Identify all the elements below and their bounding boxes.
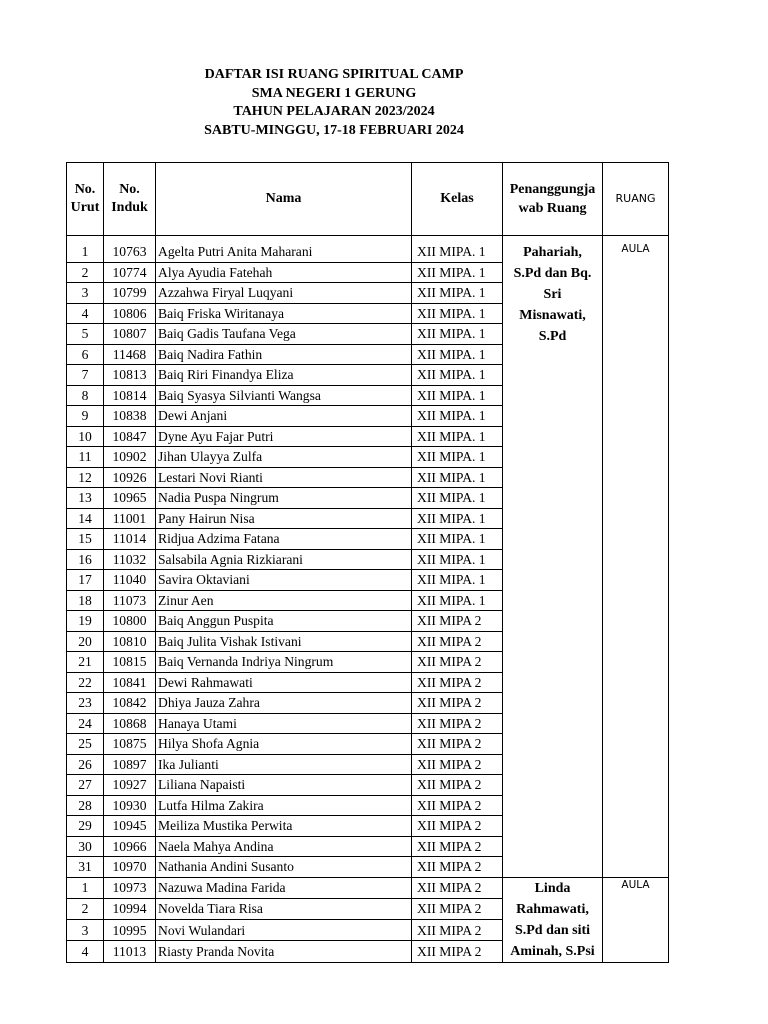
no-urut-cell: 5: [67, 324, 104, 345]
kelas-cell: XII MIPA 2: [412, 857, 503, 878]
no-induk-cell: 10813: [104, 365, 156, 386]
nama-cell: Alya Ayudia Fatehah: [156, 262, 412, 283]
no-urut-cell: 31: [67, 857, 104, 878]
no-urut-cell: 21: [67, 652, 104, 673]
kelas-cell: XII MIPA. 1: [412, 344, 503, 365]
no-induk-cell: 10841: [104, 672, 156, 693]
no-induk-cell: 11032: [104, 549, 156, 570]
nama-cell: Baiq Nadira Fathin: [156, 344, 412, 365]
no-induk-cell: 10774: [104, 262, 156, 283]
penanggung-jawab-cell: [503, 242, 603, 877]
no-induk-cell: 11073: [104, 590, 156, 611]
no-urut-cell: 7: [67, 365, 104, 386]
table-row: [67, 877, 669, 898]
no-urut-cell: 13: [67, 488, 104, 509]
no-urut-cell: 27: [67, 775, 104, 796]
no-urut-cell: 30: [67, 836, 104, 857]
no-induk-cell: 10842: [104, 693, 156, 714]
nama-cell: Lutfa Hilma Zakira: [156, 795, 412, 816]
no-induk-cell: 10927: [104, 775, 156, 796]
no-induk-cell: 10799: [104, 283, 156, 304]
penanggung-jawab-line: S.Pd dan Bq.: [513, 266, 592, 281]
penanggung-jawab-line: S.Pd: [538, 329, 567, 344]
no-induk-cell: 10970: [104, 857, 156, 878]
no-induk-cell: 10965: [104, 488, 156, 509]
no-induk-cell: 11468: [104, 344, 156, 365]
header-penanggung-jawab: Penanggungja wab Ruang: [503, 163, 603, 236]
no-induk-cell: 10902: [104, 447, 156, 468]
no-induk-cell: 10814: [104, 385, 156, 406]
nama-cell: Agelta Putri Anita Maharani: [156, 242, 412, 262]
nama-cell: Baiq Friska Wiritanaya: [156, 303, 412, 324]
nama-cell: Pany Hairun Nisa: [156, 508, 412, 529]
no-urut-cell: 2: [67, 898, 104, 919]
no-urut-cell: 1: [67, 877, 104, 898]
nama-cell: Dyne Ayu Fajar Putri: [156, 426, 412, 447]
nama-cell: Nathania Andini Susanto: [156, 857, 412, 878]
nama-cell: Riasty Pranda Novita: [156, 941, 412, 962]
no-urut-cell: 26: [67, 754, 104, 775]
no-induk-cell: 10995: [104, 920, 156, 941]
title-line-4: SABTU-MINGGU, 17-18 FEBRUARI 2024: [204, 122, 464, 138]
kelas-cell: XII MIPA 2: [412, 920, 503, 941]
nama-cell: Dhiya Jauza Zahra: [156, 693, 412, 714]
no-urut-cell: 19: [67, 611, 104, 632]
penanggung-jawab-line: Linda: [534, 880, 571, 896]
document-title: [0, 66, 668, 140]
no-induk-cell: 10897: [104, 754, 156, 775]
kelas-cell: XII MIPA. 1: [412, 529, 503, 550]
nama-cell: Jihan Ulayya Zulfa: [156, 447, 412, 468]
no-induk-cell: 10973: [104, 877, 156, 898]
kelas-cell: XII MIPA. 1: [412, 549, 503, 570]
no-induk-cell: 11014: [104, 529, 156, 550]
no-urut-cell: 10: [67, 426, 104, 447]
kelas-cell: XII MIPA. 1: [412, 303, 503, 324]
nama-cell: Baiq Julita Vishak Istivani: [156, 631, 412, 652]
header-ruang: RUANG: [603, 163, 669, 236]
kelas-cell: XII MIPA. 1: [412, 262, 503, 283]
ruang-cell: AULA: [603, 877, 669, 962]
header-kelas: Kelas: [412, 163, 503, 236]
no-induk-cell: 10875: [104, 734, 156, 755]
nama-cell: Dewi Anjani: [156, 406, 412, 427]
no-induk-cell: 10930: [104, 795, 156, 816]
no-urut-cell: 4: [67, 941, 104, 962]
header-nama: Nama: [156, 163, 412, 236]
kelas-cell: XII MIPA 2: [412, 775, 503, 796]
kelas-cell: XII MIPA. 1: [412, 283, 503, 304]
kelas-cell: XII MIPA. 1: [412, 426, 503, 447]
no-urut-cell: 15: [67, 529, 104, 550]
no-urut-cell: 3: [67, 283, 104, 304]
nama-cell: Ika Julianti: [156, 754, 412, 775]
kelas-cell: XII MIPA 2: [412, 631, 503, 652]
nama-cell: Novi Wulandari: [156, 920, 412, 941]
nama-cell: Baiq Gadis Taufana Vega: [156, 324, 412, 345]
kelas-cell: XII MIPA. 1: [412, 570, 503, 591]
no-urut-cell: 25: [67, 734, 104, 755]
ruang-cell: AULA: [603, 242, 669, 877]
nama-cell: Ridjua Adzima Fatana: [156, 529, 412, 550]
no-induk-cell: 10810: [104, 631, 156, 652]
kelas-cell: XII MIPA 2: [412, 652, 503, 673]
no-induk-cell: 10945: [104, 816, 156, 837]
nama-cell: Azzahwa Firyal Luqyani: [156, 283, 412, 304]
nama-cell: Savira Oktaviani: [156, 570, 412, 591]
no-urut-cell: 11: [67, 447, 104, 468]
nama-cell: Lestari Novi Rianti: [156, 467, 412, 488]
no-induk-cell: 10926: [104, 467, 156, 488]
no-induk-cell: 10807: [104, 324, 156, 345]
kelas-cell: XII MIPA. 1: [412, 488, 503, 509]
no-urut-cell: 17: [67, 570, 104, 591]
kelas-cell: XII MIPA 2: [412, 836, 503, 857]
no-urut-cell: 22: [67, 672, 104, 693]
roster-table: [66, 162, 669, 963]
no-urut-cell: 3: [67, 920, 104, 941]
no-induk-cell: 10847: [104, 426, 156, 447]
kelas-cell: XII MIPA. 1: [412, 324, 503, 345]
header-no-urut: No. Urut: [67, 163, 104, 236]
no-urut-cell: 1: [67, 242, 104, 262]
nama-cell: Salsabila Agnia Rizkiarani: [156, 549, 412, 570]
title-line-3: TAHUN PELAJARAN 2023/2024: [233, 104, 435, 119]
penanggung-jawab-line: Sri: [543, 287, 562, 302]
no-induk-cell: 10815: [104, 652, 156, 673]
kelas-cell: XII MIPA 2: [412, 734, 503, 755]
kelas-cell: XII MIPA 2: [412, 754, 503, 775]
kelas-cell: XII MIPA. 1: [412, 385, 503, 406]
header-no-induk: No. Induk: [104, 163, 156, 236]
kelas-cell: XII MIPA 2: [412, 941, 503, 962]
kelas-cell: XII MIPA 2: [412, 898, 503, 919]
kelas-cell: XII MIPA 2: [412, 672, 503, 693]
kelas-cell: XII MIPA. 1: [412, 508, 503, 529]
nama-cell: Baiq Syasya Silvianti Wangsa: [156, 385, 412, 406]
title-line-1: DAFTAR ISI RUANG SPIRITUAL CAMP: [204, 67, 464, 82]
no-urut-cell: 28: [67, 795, 104, 816]
nama-cell: Baiq Vernanda Indriya Ningrum: [156, 652, 412, 673]
no-urut-cell: 8: [67, 385, 104, 406]
no-urut-cell: 24: [67, 713, 104, 734]
no-induk-cell: 10966: [104, 836, 156, 857]
table-header-row: [67, 163, 669, 236]
nama-cell: Baiq Riri Finandya Eliza: [156, 365, 412, 386]
no-urut-cell: 9: [67, 406, 104, 427]
kelas-cell: XII MIPA 2: [412, 713, 503, 734]
no-urut-cell: 14: [67, 508, 104, 529]
table-row: [67, 242, 669, 262]
no-urut-cell: 18: [67, 590, 104, 611]
no-induk-cell: 10806: [104, 303, 156, 324]
nama-cell: Nadia Puspa Ningrum: [156, 488, 412, 509]
nama-cell: Nazuwa Madina Farida: [156, 877, 412, 898]
no-induk-cell: 11013: [104, 941, 156, 962]
kelas-cell: XII MIPA 2: [412, 816, 503, 837]
penanggung-jawab-line: Rahmawati,: [516, 901, 589, 917]
nama-cell: Liliana Napaisti: [156, 775, 412, 796]
penanggung-jawab-line: Misnawati,: [519, 308, 586, 323]
nama-cell: Hilya Shofa Agnia: [156, 734, 412, 755]
penanggung-jawab-line: S.Pd dan siti: [514, 922, 591, 938]
penanggung-jawab-cell: [503, 877, 603, 962]
no-induk-cell: 10800: [104, 611, 156, 632]
nama-cell: Baiq Anggun Puspita: [156, 611, 412, 632]
title-line-2: SMA NEGERI 1 GERUNG: [251, 85, 417, 101]
no-urut-cell: 4: [67, 303, 104, 324]
kelas-cell: XII MIPA. 1: [412, 590, 503, 611]
no-induk-cell: 11001: [104, 508, 156, 529]
no-urut-cell: 6: [67, 344, 104, 365]
nama-cell: Dewi Rahmawati: [156, 672, 412, 693]
nama-cell: Meiliza Mustika Perwita: [156, 816, 412, 837]
no-urut-cell: 12: [67, 467, 104, 488]
no-induk-cell: 10868: [104, 713, 156, 734]
no-induk-cell: 10838: [104, 406, 156, 427]
kelas-cell: XII MIPA 2: [412, 877, 503, 898]
penanggung-jawab-line: Pahariah,: [523, 245, 582, 260]
kelas-cell: XII MIPA 2: [412, 795, 503, 816]
nama-cell: Zinur Aen: [156, 590, 412, 611]
nama-cell: Naela Mahya Andina: [156, 836, 412, 857]
no-induk-cell: 10994: [104, 898, 156, 919]
no-urut-cell: 23: [67, 693, 104, 714]
kelas-cell: XII MIPA. 1: [412, 447, 503, 468]
roster-body: [67, 236, 669, 963]
kelas-cell: XII MIPA. 1: [412, 467, 503, 488]
kelas-cell: XII MIPA 2: [412, 693, 503, 714]
kelas-cell: XII MIPA. 1: [412, 242, 503, 262]
kelas-cell: XII MIPA. 1: [412, 365, 503, 386]
nama-cell: Hanaya Utami: [156, 713, 412, 734]
penanggung-jawab-line: Aminah, S.Psi: [510, 943, 595, 959]
no-urut-cell: 20: [67, 631, 104, 652]
no-urut-cell: 2: [67, 262, 104, 283]
no-urut-cell: 16: [67, 549, 104, 570]
nama-cell: Novelda Tiara Risa: [156, 898, 412, 919]
kelas-cell: XII MIPA 2: [412, 611, 503, 632]
no-urut-cell: 29: [67, 816, 104, 837]
no-induk-cell: 10763: [104, 242, 156, 262]
no-induk-cell: 11040: [104, 570, 156, 591]
kelas-cell: XII MIPA. 1: [412, 406, 503, 427]
